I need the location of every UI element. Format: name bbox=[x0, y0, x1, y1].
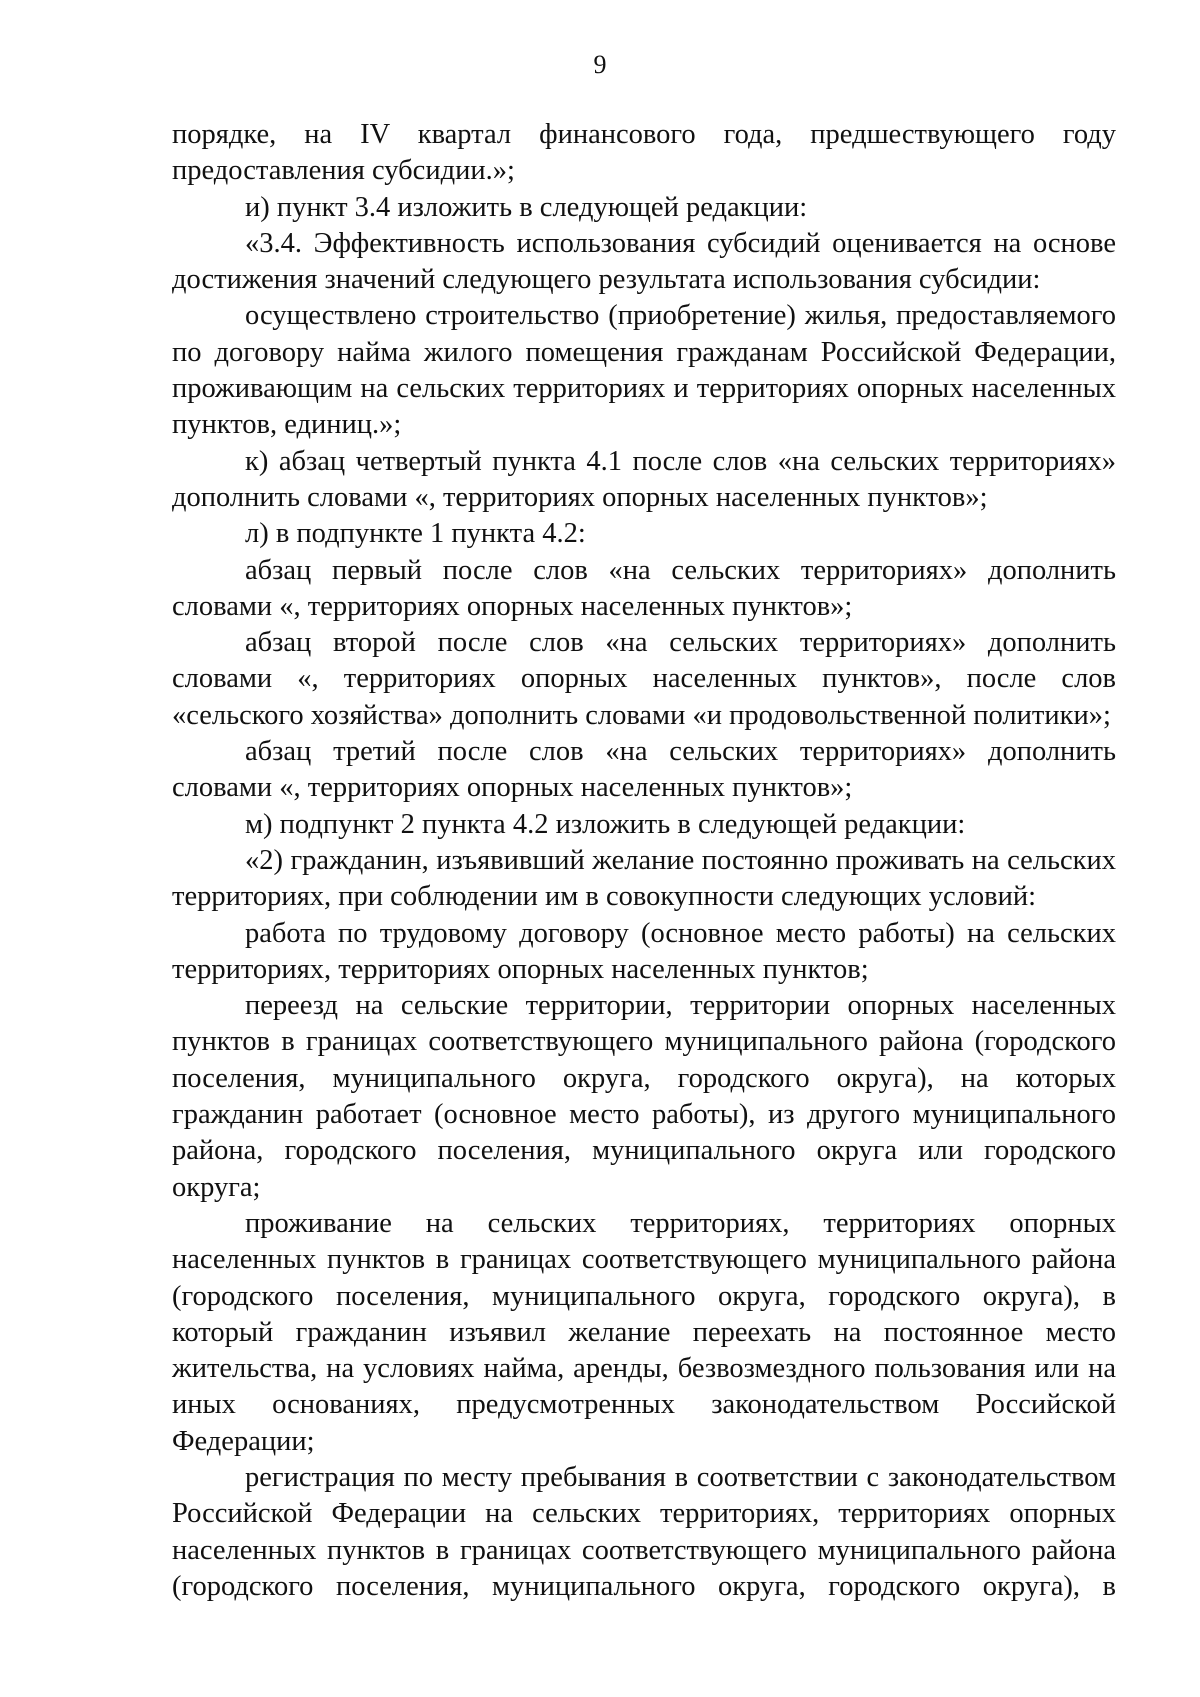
paragraph: л) в подпункте 1 пункта 4.2: bbox=[245, 518, 586, 550]
paragraph: работа по трудовому договору (основное место работы) на сельских территориях, территориях опорных населенных пунктов; bbox=[172, 917, 1116, 985]
paragraph: переезд на сельские территории, территории опорных населенных пунктов в границах соответствующего муниципального района (городского поселения, муниципального округа, городского округа), на которых гражданин работает (основное место работы), из другого муниципального района, городского поселения, муниципального округа или городского округа; bbox=[172, 990, 1116, 1203]
paragraph: осуществлено строительство (приобретение) жилья, предоставляемого по договору найма жилого помещения гражданам Российской Федерации, проживающим на сельских территориях и территориях опорных населенных пунктов, единиц.»; bbox=[172, 300, 1116, 441]
paragraph: «3.4. Эффективность использования субсидий оценивается на основе достижения значений следующего результата использования субсидии: bbox=[172, 227, 1116, 296]
paragraph: к) абзац четвертый пункта 4.1 после слов «на сельских территориях» дополнить словами «, территориях опорных населенных пунктов»; bbox=[172, 445, 1116, 513]
paragraph: абзац третий после слов «на сельских территориях» дополнить словами «, территориях опорных населенных пунктов»; bbox=[172, 736, 1116, 804]
paragraph: «2) гражданин, изъявивший желание постоянно проживать на сельских территориях, при соблюдении им в совокупности следующих условий: bbox=[172, 844, 1116, 913]
page-number: 9 bbox=[593, 50, 607, 79]
document-body bbox=[172, 117, 1116, 1605]
paragraph: абзац первый после слов «на сельских территориях» дополнить словами «, территориях опорных населенных пунктов»; bbox=[172, 554, 1116, 622]
paragraph: регистрация по месту пребывания в соответствии с законодательством Российской Федерации на сельских территориях, территориях опорных населенных пунктов в границах соответствующего муниципального района (городского поселения, муниципального округа, городского округа), в bbox=[172, 1461, 1116, 1602]
paragraph: порядке, на IV квартал финансового года, предшествующего году предоставления субсидии.»; bbox=[172, 119, 1116, 187]
paragraph: м) подпункт 2 пункта 4.2 изложить в следующей редакции: bbox=[245, 808, 966, 840]
paragraph: проживание на сельских территориях, территориях опорных населенных пунктов в границах соответствующего муниципального района (городского поселения, муниципального округа, городского округа), в который гражданин изъявил желание переехать на постоянное место жительства, на условиях найма, аренды, безвозмездного пользования или на иных основаниях, предусмотренных законодательством Российской Федерации; bbox=[172, 1207, 1116, 1457]
paragraph: и) пункт 3.4 изложить в следующей редакции: bbox=[245, 191, 808, 223]
paragraph: абзац второй после слов «на сельских территориях» дополнить словами «, территориях опорных населенных пунктов», после слов «сельского хозяйства» дополнить словами «и продовольственной политики»; bbox=[172, 627, 1116, 731]
